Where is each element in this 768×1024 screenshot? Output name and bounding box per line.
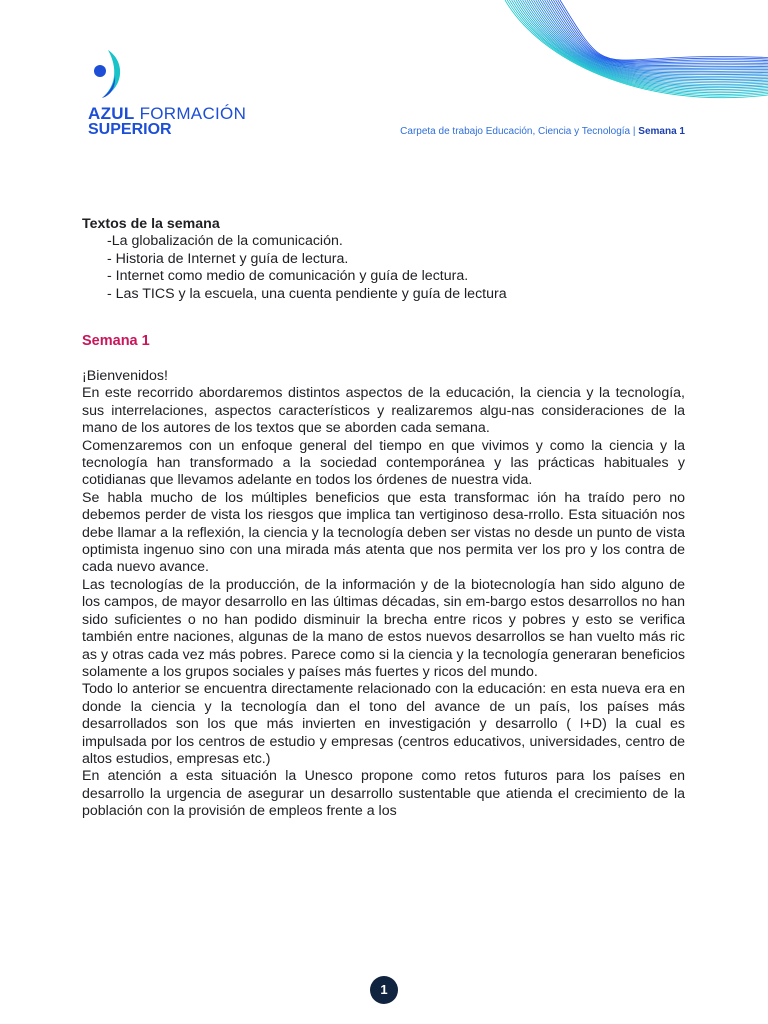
brand-name-line2: SUPERIOR [88, 121, 172, 138]
body-paragraph: En atención a esta situación la Unesco propone como retos futuros para los países en desarrollo la urgencia de asegurar un desarrollo sustentable que atienda el crecimiento de la población con la provisión de empleos frente a los [82, 768, 685, 820]
section-body [82, 368, 685, 821]
main-content [82, 216, 685, 820]
brand-name-bold: AZUL [88, 104, 135, 123]
wave-line [556, 0, 768, 62]
body-paragraph: Todo lo anterior se encuentra directamente relacionado con la educación: en esta nueva era en donde la ciencia y la tecnología dan el tono del avance de un país, los países más desarrollados son los que más invierten en investigación y desarrollo ( I+D) la cual es impulsada por los centros de estudio y empresas (centros educativos, universidades, centro de altos estudios, empresas etc.) [82, 681, 685, 767]
header-subtitle: Carpeta de trabajo Educación, Ciencia y Tecnología [400, 126, 631, 137]
texts-title: Textos de la semana [82, 216, 220, 232]
header-week: Semana 1 [638, 126, 685, 137]
body-paragraph: En este recorrido abordaremos distintos aspectos de la educación, la ciencia y la tecnología, sus interrelaciones, aspectos característicos y realizaremos algu-nas consideraciones de la mano de los autores de los textos que se aborden cada semana. [82, 385, 685, 437]
section-title: Semana 1 [82, 333, 150, 349]
decorative-wave-lines [470, 0, 768, 100]
wave-line [509, 0, 768, 94]
header-separator: | [632, 126, 636, 137]
brand-name-rest: FORMACIÓN [139, 104, 247, 123]
texts-list [82, 233, 685, 303]
brand-logo [88, 48, 248, 143]
text-list-item: - Historia de Internet y guía de lectura. [107, 250, 349, 267]
text-list-item: - Las TICS y la escuela, una cuenta pendiente y guía de lectura [107, 285, 507, 302]
wave-line [553, 0, 768, 63]
page-number-badge: 1 [370, 976, 398, 1004]
logo-mark-icon [88, 48, 128, 104]
running-header [400, 126, 685, 137]
text-list-item: - Internet como medio de comunicación y guía de lectura. [107, 268, 469, 285]
body-paragraph: Comenzaremos con un enfoque general del tiempo en que vivimos y como la ciencia y la tecnología han transformado a la sociedad contemporánea y las prácticas habituales y cotidianas que llevamos adelante en todos los órdenes de nuestra vida. [82, 437, 685, 489]
body-paragraph: Se habla mucho de los múltiples beneficios que esta transformac ión ha traído pero no debemos perder de vista los riesgos que implica tan vertiginoso desa-rrollo. Esta situación nos debe llamar a la reflexión, la ciencia y la tecnología deben ser vistas no desde un punto de vista optimista ingenuo sino con una mirada más atenta que nos permita ver los pro y los contra de cada nuevo avance. [82, 489, 685, 576]
body-paragraph: Las tecnologías de la producción, de la información y de la biotecnología han sido alguno de los campos, de mayor desarrollo en las últimas décadas, sin em-bargo estos desarrollos no han sido suficientes o no han podido disminuir la brecha entre ricos y pobres y esto se verifica también entre naciones, algunas de la mano de estos nuevos desarrollos se han vuelto más ric as y otras cada vez más pobres. Parece como si la ciencia y la tecnología generaran beneficios solamente a los grupos sociales y países más fuertes y ricos del mundo. [82, 576, 685, 680]
body-paragraph: ¡Bienvenidos! [82, 368, 168, 384]
text-list-item: -La globalización de la comunicación. [107, 233, 343, 250]
